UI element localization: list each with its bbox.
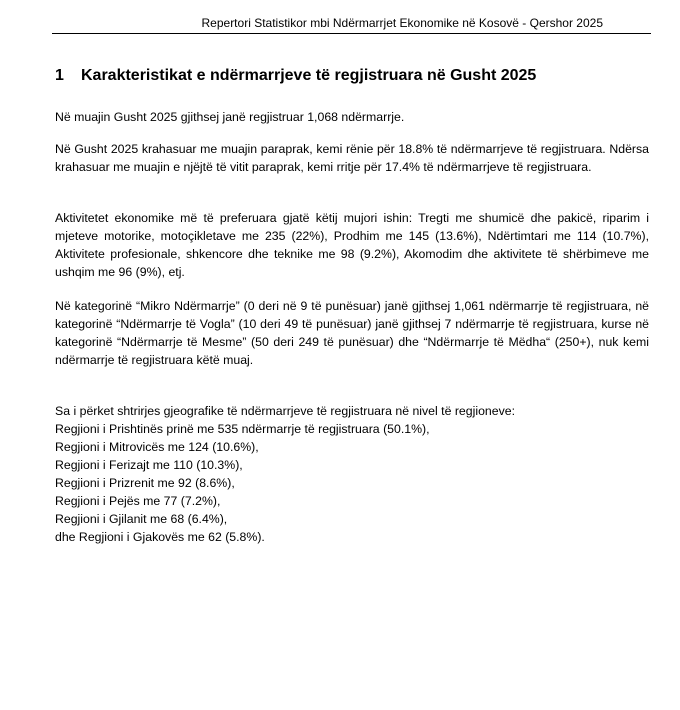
- regions-intro: Sa i përket shtrirjes gjeografike të ndërmarrjeve të regjistruara në nivel të regjioneve:: [55, 404, 515, 418]
- section-heading: [55, 66, 655, 86]
- header-title: Repertori Statistikor mbi Ndërmarrjet Ekonomike në Kosovë - Qershor 2025: [201, 16, 603, 30]
- region-line: Regjioni i Prizrenit me 92 (8.6%),: [55, 476, 235, 490]
- paragraph-enterprise-size: Në kategorinë “Mikro Ndërmarrje” (0 deri në 9 të punësuar) janë gjithsej 1,061 ndërmarrje të regjistruara, në kategorinë “Ndërmarrje të Vogla” (10 deri 49 të punësuar) janë gjithsej 7 ndërmarrje të regjistruara, kurse në kategorinë “Ndërmarrje të Mesme” (50 deri 249 të punësuar) dhe “Ndërmarrje të Mëdha“ (250+), nuk kemi ndërmarrje të regjistruara këtë muaj.: [55, 299, 649, 367]
- page-header: [52, 16, 651, 34]
- region-line: dhe Regjioni i Gjakovës me 62 (5.8%).: [55, 530, 265, 544]
- region-line: Regjioni i Prishtinës prinë me 535 ndërmarrje të regjistruara (50.1%),: [55, 422, 430, 436]
- paragraph-comparison: Në Gusht 2025 krahasuar me muajin paraprak, kemi rënie për 18.8% të ndërmarrjeve të regjistruara. Ndërsa krahasuar me muajin e njëjtë të vitit paraprak, kemi rritje për 17.4% të ndërmarrjeve të regjistruara.: [55, 142, 649, 174]
- paragraph-economic-activities: Aktivitetet ekonomike më të preferuara gjatë këtij mujori ishin: Tregti me shumicë dhe pakicë, riparim i mjeteve motorike, motoçikletave me 235 (22%), Prodhim me 145 (13.6%), Ndërtimtari me 114 (10.7%), Aktivitete profesionale, shkencore dhe teknike me 98 (9.2%), Akomodim dhe aktivitete të shërbimeve me ushqim me 96 (9%), etj.: [55, 211, 649, 279]
- region-line: Regjioni i Ferizajt me 110 (10.3%),: [55, 458, 243, 472]
- paragraph-total-registered: Në muajin Gusht 2025 gjithsej janë regjistruar 1,068 ndërmarrje.: [55, 110, 405, 124]
- section-number: 1: [55, 67, 64, 84]
- region-line: Regjioni i Pejës me 77 (7.2%),: [55, 494, 221, 508]
- region-line: Regjioni i Gjilanit me 68 (6.4%),: [55, 512, 228, 526]
- region-line: Regjioni i Mitrovicës me 124 (10.6%),: [55, 440, 259, 454]
- regions-block: [55, 402, 649, 546]
- section-title: Karakteristikat e ndërmarrjeve të regjistruara në Gusht 2025: [81, 67, 537, 84]
